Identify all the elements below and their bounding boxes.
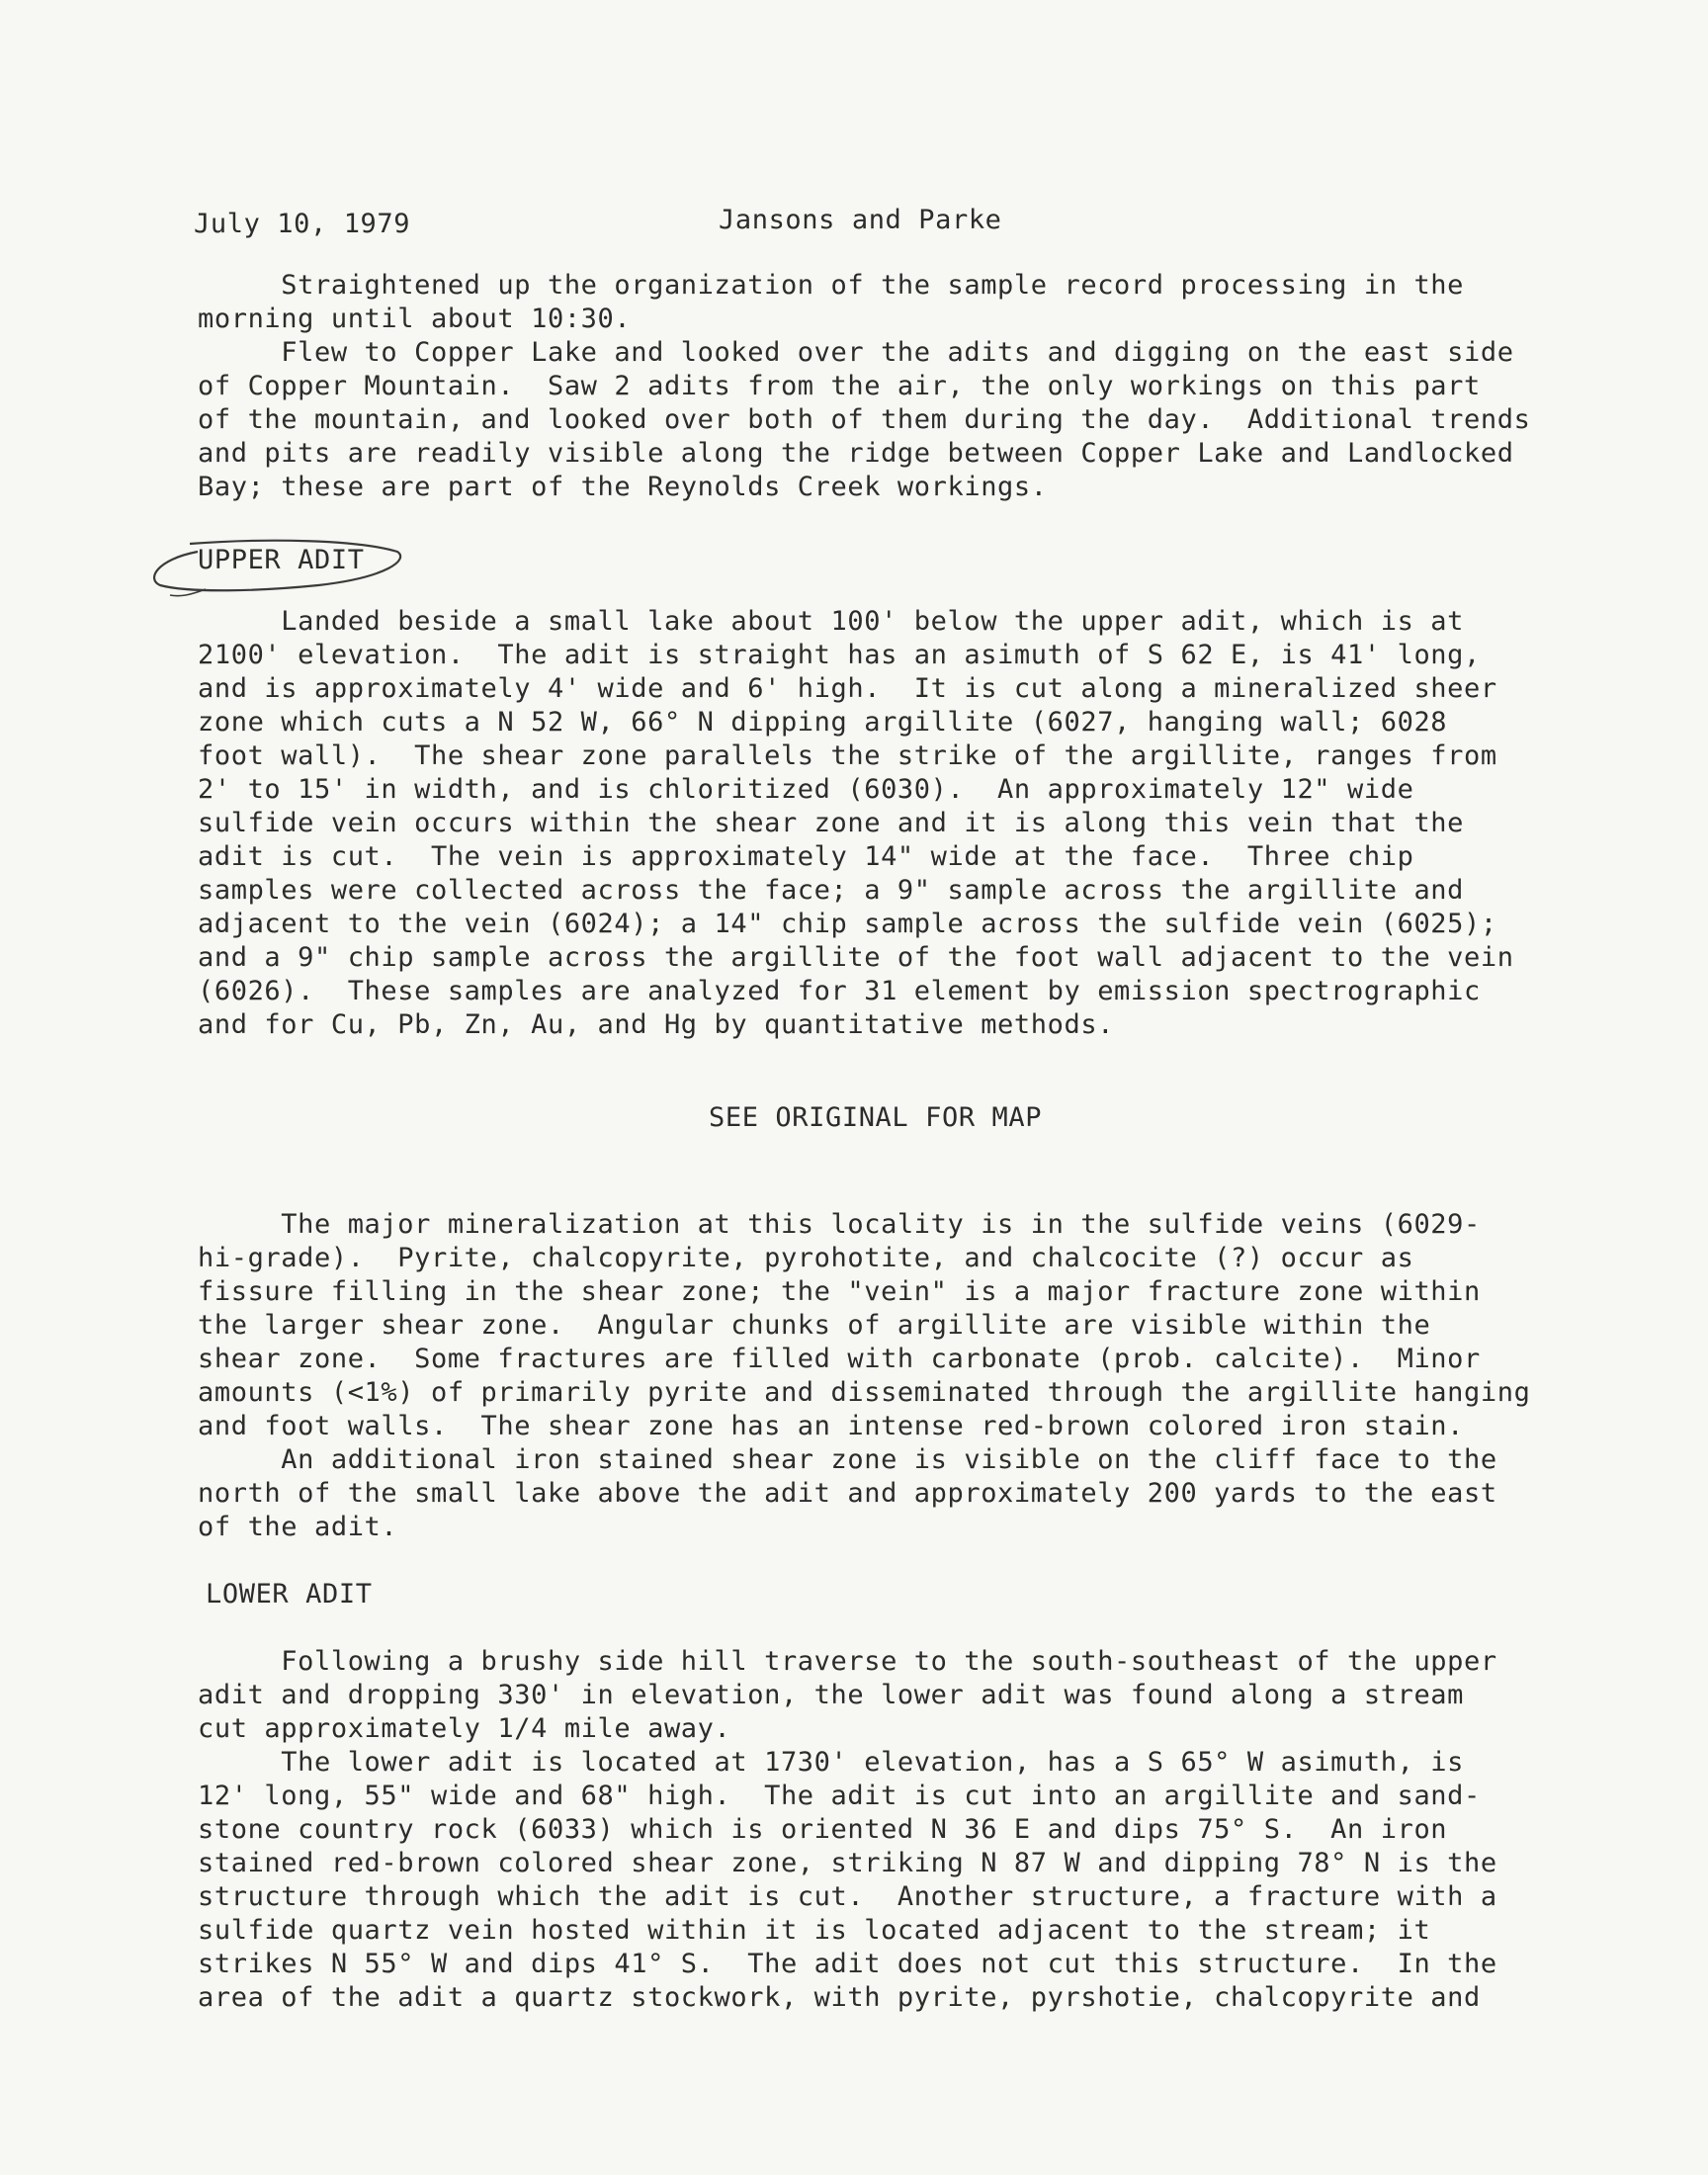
text-line: and for Cu, Pb, Zn, Au, and Hg by quantitative methods.	[198, 1009, 1115, 1040]
text-line: samples were collected across the face; a 9" sample across the argillite and	[198, 875, 1465, 906]
section-heading-lower-adit: LOWER ADIT	[206, 1579, 373, 1610]
text-line: An additional iron stained shear zone is visible on the cliff face to the	[198, 1444, 1497, 1475]
text-line: 2100' elevation. The adit is straight has an asimuth of S 62 E, is 41' long,	[198, 640, 1481, 670]
text-line: of Copper Mountain. Saw 2 adits from the air, the only workings on this part	[198, 371, 1481, 401]
text-line: (6026). These samples are analyzed for 31 element by emission spectrographic	[198, 976, 1481, 1006]
text-line: and pits are readily visible along the ridge between Copper Lake and Landlocked	[198, 438, 1514, 469]
text-line: Following a brushy side hill traverse to the south-southeast of the upper	[198, 1646, 1497, 1677]
text-line: cut approximately 1/4 mile away.	[198, 1713, 731, 1744]
text-line: hi-grade). Pyrite, chalcopyrite, pyrohotite, and chalcocite (?) occur as	[198, 1243, 1414, 1273]
text-line: strikes N 55° W and dips 41° S. The adit does not cut this structure. In the	[198, 1949, 1497, 1979]
text-line: of the mountain, and looked over both of them during the day. Additional trends	[198, 404, 1531, 435]
text-line: sulfide quartz vein hosted within it is located adjacent to the stream; it	[198, 1915, 1431, 1946]
text-line: Landed beside a small lake about 100' below the upper adit, which is at	[198, 606, 1465, 637]
text-line: and foot walls. The shear zone has an intense red-brown colored iron stain.	[198, 1411, 1465, 1441]
text-line: area of the adit a quartz stockwork, with pyrite, pyrshotie, chalcopyrite and	[198, 1982, 1481, 2013]
document-authors: Jansons and Parke	[719, 205, 1002, 235]
text-line: and is approximately 4' wide and 6' high. It is cut along a mineralized sheer	[198, 673, 1497, 704]
text-line: morning until about 10:30.	[198, 304, 632, 334]
text-line: 12' long, 55" wide and 68" high. The adit is cut into an argillite and sand-	[198, 1781, 1481, 1811]
text-line: north of the small lake above the adit and approximately 200 yards to the east	[198, 1478, 1497, 1509]
text-line: Straightened up the organization of the sample record processing in the	[198, 270, 1465, 301]
map-note: SEE ORIGINAL FOR MAP	[709, 1102, 1043, 1133]
text-line: of the adit.	[198, 1512, 398, 1542]
text-line: stone country rock (6033) which is oriented N 36 E and dips 75° S. An iron	[198, 1814, 1448, 1845]
text-line: amounts (<1%) of primarily pyrite and disseminated through the argillite hanging	[198, 1377, 1531, 1408]
text-line: the larger shear zone. Angular chunks of argillite are visible within the	[198, 1310, 1431, 1341]
document-date: July 10, 1979	[194, 209, 411, 239]
text-line: 2' to 15' in width, and is chloritized (6030). An approximately 12" wide	[198, 774, 1414, 805]
section-heading-upper-adit: UPPER ADIT	[198, 545, 365, 575]
text-line: and a 9" chip sample across the argillite of the foot wall adjacent to the vein	[198, 942, 1514, 973]
text-line: adjacent to the vein (6024); a 14" chip sample across the sulfide vein (6025);	[198, 909, 1497, 939]
text-line: Flew to Copper Lake and looked over the adits and digging on the east side	[198, 337, 1514, 368]
text-line: structure through which the adit is cut. Another structure, a fracture with a	[198, 1881, 1497, 1912]
text-line: Bay; these are part of the Reynolds Creek workings.	[198, 472, 1048, 502]
text-line: The lower adit is located at 1730' elevation, has a S 65° W asimuth, is	[198, 1747, 1465, 1778]
text-line: fissure filling in the shear zone; the "vein" is a major fracture zone within	[198, 1276, 1481, 1307]
text-line: stained red-brown colored shear zone, striking N 87 W and dipping 78° N is the	[198, 1848, 1497, 1878]
text-line: The major mineralization at this locality is in the sulfide veins (6029-	[198, 1209, 1481, 1240]
text-line: adit is cut. The vein is approximately 14" wide at the face. Three chip	[198, 841, 1414, 872]
text-line: shear zone. Some fractures are filled with carbonate (prob. calcite). Minor	[198, 1344, 1481, 1374]
text-line: zone which cuts a N 52 W, 66° N dipping argillite (6027, hanging wall; 6028	[198, 707, 1448, 738]
text-line: sulfide vein occurs within the shear zone and it is along this vein that the	[198, 808, 1465, 838]
text-line: foot wall). The shear zone parallels the strike of the argillite, ranges from	[198, 740, 1497, 771]
text-line: adit and dropping 330' in elevation, the lower adit was found along a stream	[198, 1680, 1465, 1710]
